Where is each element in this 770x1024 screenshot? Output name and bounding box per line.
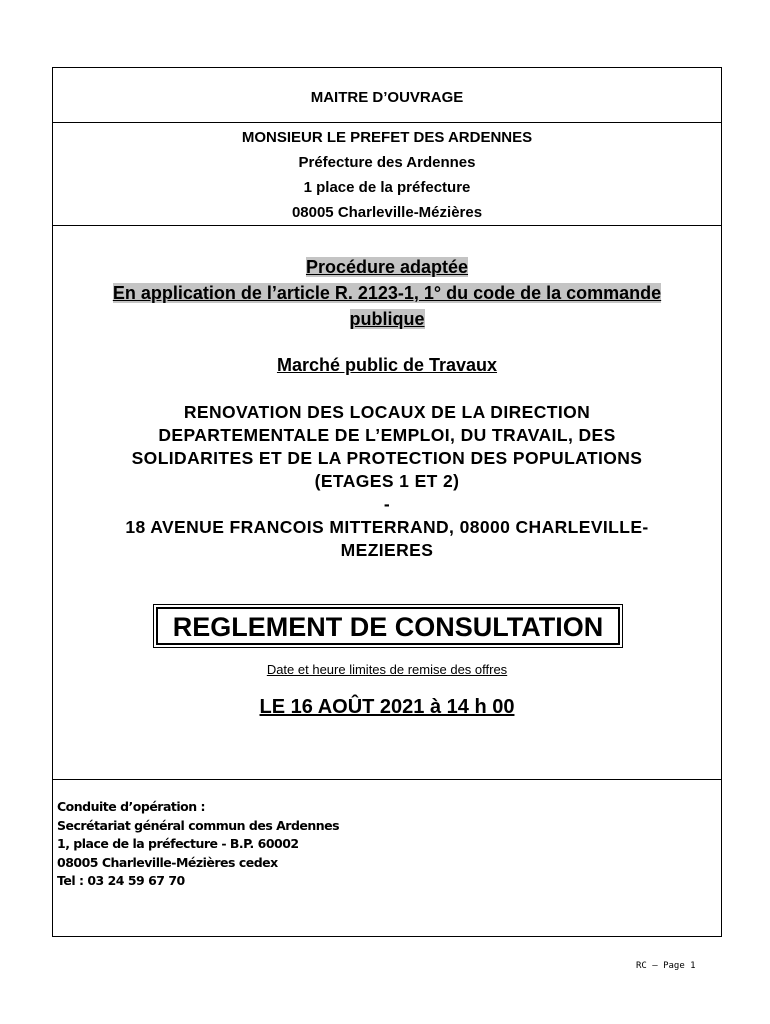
project-title-separator: - <box>383 494 391 514</box>
procedure-block <box>53 254 721 332</box>
project-title-line: SOLIDARITES ET DE LA PROTECTION DES POPULATIONS <box>131 448 643 468</box>
project-address-line: MEZIERES <box>340 540 434 560</box>
cover-frame <box>52 67 722 937</box>
project-title-line: DEPARTEMENTALE DE L’EMPLOI, DU TRAVAIL, DES <box>158 425 616 445</box>
project-title <box>73 401 701 562</box>
project-title-line: RENOVATION DES LOCAUX DE LA DIRECTION <box>183 402 591 422</box>
project-address-line: 18 AVENUE FRANCOIS MITTERRAND, 08000 CHARLEVILLE- <box>125 517 649 537</box>
owner-office: Préfecture des Ardennes <box>298 154 476 171</box>
contact-organization: Secrétariat général commun des Ardennes <box>57 817 340 833</box>
project-title-line: (ETAGES 1 ET 2) <box>314 471 460 491</box>
contact-block <box>57 798 339 891</box>
owner-street: 1 place de la préfecture <box>303 179 471 196</box>
procedure-article-line1: En application de l’article R. 2123-1, 1° du code de la commande <box>112 283 662 303</box>
contact-phone: Tel : 03 24 59 67 70 <box>57 873 185 888</box>
deadline-value: LE 16 AOÛT 2021 à 14 h 00 <box>259 696 515 718</box>
owner-name: MONSIEUR LE PREFET DES ARDENNES <box>241 129 533 146</box>
main-section <box>53 226 721 780</box>
owner-city: 08005 Charleville-Mézières <box>291 204 483 221</box>
contact-city: 08005 Charleville-Mézières cedex <box>57 854 278 870</box>
procedure-article-line2: publique <box>349 309 425 329</box>
document-title-box <box>153 604 623 648</box>
document-title: REGLEMENT DE CONSULTATION <box>156 607 620 645</box>
market-type: Marché public de Travaux <box>276 355 498 375</box>
owner-section <box>53 123 721 226</box>
page-footer: RC – Page 1 <box>636 961 696 971</box>
deadline-label: Date et heure limites de remise des offres <box>266 662 508 677</box>
maitre-ouvrage-section <box>53 68 721 123</box>
procedure-title: Procédure adaptée <box>305 257 469 277</box>
contact-section <box>53 780 721 937</box>
maitre-ouvrage-heading: MAITRE D’OUVRAGE <box>310 89 464 106</box>
contact-address: 1, place de la préfecture - B.P. 60002 <box>57 836 299 851</box>
contact-heading: Conduite d’opération : <box>57 799 206 814</box>
